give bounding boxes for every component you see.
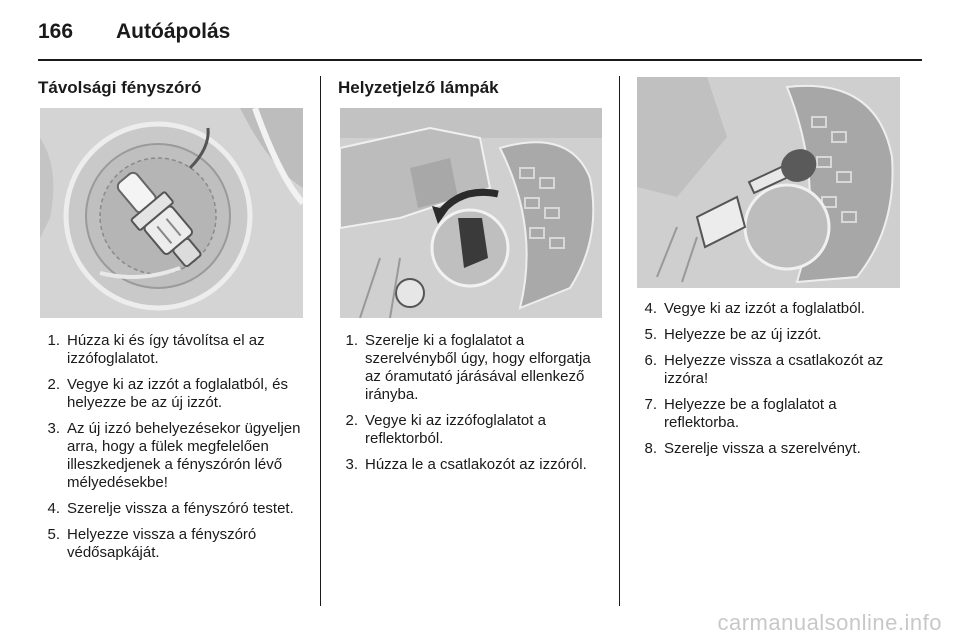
page-title: Autóápolás [116, 20, 231, 43]
page-number: 166 [38, 20, 74, 43]
step-text: Húzza ki és így távolítsa el az izzófoglalatot. [67, 332, 265, 367]
list-item [40, 332, 308, 368]
high-beam-steps [40, 332, 308, 570]
step-number: 2. [345, 412, 358, 429]
step-text: Szerelje ki a foglalatot a szerelvényből úgy, hogy elforgatja az óramutató járásával ellenkező irányba. [365, 332, 591, 403]
step-text: Vegye ki az izzófoglalatot a reflektorból. [365, 412, 546, 447]
section-title-side-lights: Helyzetjelző lámpák [338, 78, 499, 97]
list-item [637, 440, 907, 458]
socket-rotate-illustration [340, 108, 602, 318]
step-text: Szerelje vissza a szerelvényt. [664, 440, 861, 457]
step-text: Helyezze vissza a fényszóró védősapkáját. [67, 526, 257, 561]
section-title-high-beam: Távolsági fényszóró [38, 78, 202, 97]
step-text: Helyezze vissza a csatlakozót az izzóra! [664, 352, 884, 387]
list-item [40, 420, 308, 492]
step-number: 2. [47, 376, 60, 393]
column-divider [619, 76, 620, 606]
page-header [38, 14, 230, 50]
side-light-steps-part2 [637, 300, 907, 466]
step-number: 3. [345, 456, 358, 473]
step-text: Húzza le a csatlakozót az izzóról. [365, 456, 587, 473]
list-item [637, 396, 907, 432]
list-item [40, 526, 308, 562]
side-light-steps-part1 [338, 332, 610, 482]
step-number: 1. [47, 332, 60, 349]
step-number: 5. [644, 326, 657, 343]
bulb-removal-illustration [637, 77, 900, 288]
step-number: 4. [644, 300, 657, 317]
step-number: 8. [644, 440, 657, 457]
list-item [338, 412, 610, 448]
step-text: Vegye ki az izzót a foglalatból. [664, 300, 865, 317]
step-text: Helyezze be a foglalatot a reflektorba. [664, 396, 837, 431]
watermark: carmanualsonline.info [717, 610, 942, 635]
list-item [637, 300, 907, 318]
list-item [40, 376, 308, 412]
list-item [637, 326, 907, 344]
step-text: Vegye ki az izzót a foglalatból, és helyezze be az új izzót. [67, 376, 288, 411]
step-text: Az új izzó behelyezésekor ügyeljen arra, hogy a fülek megfelelően illeszkedjenek a fényszórón lévő mélyedésekbe! [67, 420, 301, 491]
column-divider [320, 76, 321, 606]
list-item [338, 332, 610, 404]
step-number: 4. [47, 500, 60, 517]
step-number: 7. [644, 396, 657, 413]
list-item [40, 500, 308, 518]
step-number: 1. [345, 332, 358, 349]
step-text: Helyezze be az új izzót. [664, 326, 822, 343]
step-number: 5. [47, 526, 60, 543]
list-item [637, 352, 907, 388]
step-text: Szerelje vissza a fényszóró testet. [67, 500, 294, 517]
header-rule [38, 59, 922, 61]
list-item [338, 456, 610, 474]
step-number: 6. [644, 352, 657, 369]
headlamp-bulb-illustration [40, 108, 303, 318]
step-number: 3. [47, 420, 60, 437]
